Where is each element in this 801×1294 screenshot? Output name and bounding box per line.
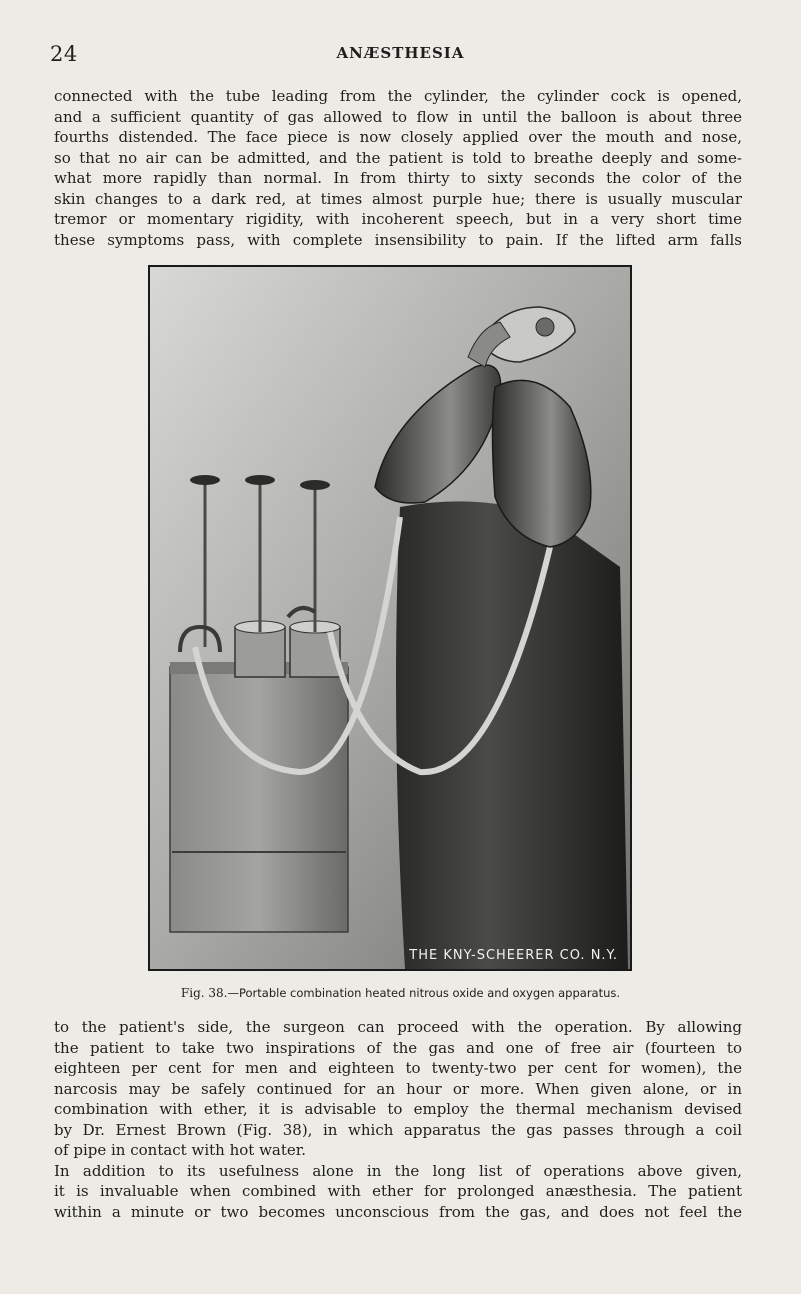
text-line: within a minute or two becomes unconscious from the gas, and does not feel the — [54, 1202, 742, 1221]
text-line: of pipe in contact with hot water. — [54, 1141, 307, 1159]
text-line: In addition to its usefulness alone in the long list of operations above given, — [54, 1161, 742, 1180]
paragraph-top — [54, 86, 742, 250]
text-line: skin changes to a dark red, at times almost purple hue; there is usually muscular — [54, 189, 742, 208]
text-line: eighteen per cent for men and eighteen to twenty-two per cent for women), the — [54, 1059, 742, 1077]
text-line: what more rapidly than normal. In from thirty to sixty seconds the color of the — [54, 169, 742, 187]
apparatus-photograph — [148, 265, 632, 971]
maker-label: THE KNY-SCHEERER CO. N.Y. — [409, 948, 618, 963]
page-number: 24 — [50, 42, 78, 66]
text-line: combination with ether, it is advisable to employ the thermal mechanism devised — [54, 1100, 742, 1118]
text-line: these symptoms pass, with complete insensibility to pain. If the lifted arm falls — [54, 230, 742, 249]
text-line: fourths distended. The face piece is now closely applied over the mouth and nose, — [54, 128, 742, 146]
text-line: it is invaluable when combined with ether for prolonged anæsthesia. The patient — [54, 1182, 742, 1200]
text-line: connected with the tube leading from the cylinder, the cylinder cock is opened, — [54, 87, 742, 105]
running-title: ANÆSTHESIA — [336, 44, 465, 62]
text-line: to the patient's side, the surgeon can proceed with the operation. By allowing — [54, 1018, 742, 1036]
text-line: and a sufficient quantity of gas allowed to flow in until the balloon is about three — [54, 107, 742, 126]
caption-label: Fig. 38. — [180, 986, 228, 1000]
text-line: so that no air can be admitted, and the patient is told to breathe deeply and some- — [54, 148, 742, 167]
apparatus-illustration — [150, 267, 630, 969]
figure-caption — [0, 986, 801, 1000]
text-line: tremor or momentary rigidity, with incoherent speech, but in a very short time — [54, 210, 742, 228]
text-line: by Dr. Ernest Brown (Fig. 38), in which apparatus the gas passes through a coil — [54, 1120, 742, 1139]
text-line: the patient to take two inspirations of the gas and one of free air (fourteen to — [54, 1038, 742, 1057]
caption-text: —Portable combination heated nitrous oxide and oxygen apparatus. — [227, 986, 621, 1000]
paragraph-bottom — [54, 1017, 742, 1222]
text-line: narcosis may be safely continued for an hour or more. When given alone, or in — [54, 1079, 742, 1098]
